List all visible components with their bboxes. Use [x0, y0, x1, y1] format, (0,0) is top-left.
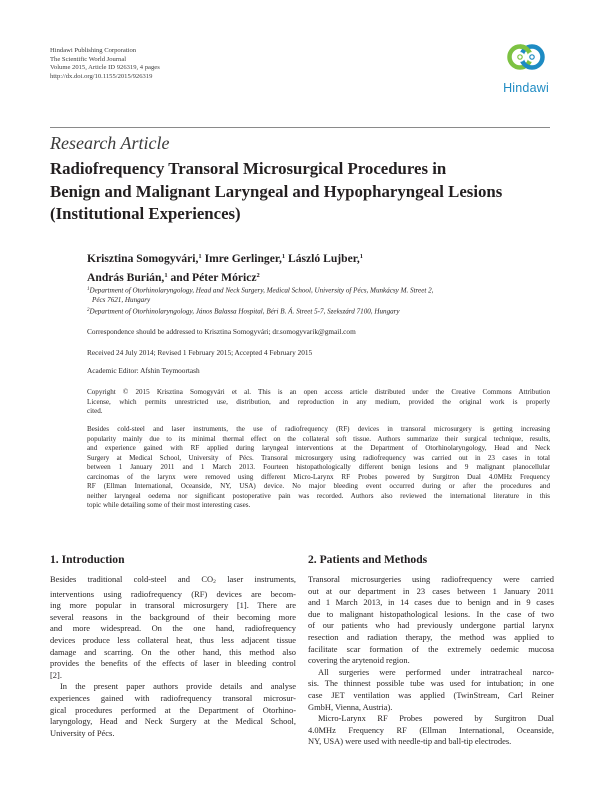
body-line: Micro-Larynx RF Probes powered by Surgitron Dual — [318, 713, 554, 724]
title-line: (Institutional Experiences) — [50, 204, 241, 223]
article-title — [50, 158, 520, 226]
affiliation-text: Pécs 7621, Hungary — [92, 296, 151, 305]
body-line: NY, USA) were used with needle-tip and ball-tip electrodes. — [308, 736, 512, 747]
body-line: sis. The thinnest possible tube was used for intubation; in one — [308, 678, 554, 689]
body-line: and 1 March 2013, in 14 cases due to benign and in 9 cases — [308, 597, 554, 608]
abstract — [87, 425, 550, 511]
body-line: damage and scarring. On the other hand, this method also — [50, 646, 296, 657]
body-line: 4.0MHz Frequency RF (Ellman International, Oceanside, — [308, 724, 554, 735]
abstract-line: Surgery at Medical School, University of Pécs. Transoral microsurgery using radiofrequency was carried out in 23 cases in total — [87, 453, 550, 462]
introduction-body — [50, 574, 296, 739]
correspondence: Correspondence should be addressed to Krisztina Somogyvári; dr.somogyvarik@gmail.com — [87, 327, 356, 336]
academic-editor: Academic Editor: Afshin Teymoortash — [87, 366, 200, 375]
body-line: several reasons in the background of their becoming more — [50, 611, 296, 622]
article-type: Research Article — [50, 133, 170, 153]
affil-mark: 1 — [87, 287, 90, 292]
title-line: Radiofrequency Transoral Microsurgical Procedures in — [50, 159, 447, 178]
author-affil-mark: 1 — [359, 253, 363, 260]
title-line: Benign and Malignant Laryngeal and Hypopharyngeal Lesions — [50, 181, 503, 201]
body-line: laryngology, Head and Neck Surgery at the Medical School, — [50, 716, 296, 727]
body-line: devices produce less collateral heat, thus less adjacent tissue — [50, 634, 296, 645]
body-line: interventions using radiofrequency (RF) devices are becom- — [50, 588, 296, 599]
affiliations — [87, 285, 557, 317]
author-affil-mark: 1 — [164, 272, 168, 279]
copyright-line: cited. — [87, 407, 103, 415]
copyright-line: License, which permits unrestricted use, distribution, and reproduction in any medium, provided the original work is properly — [87, 397, 550, 406]
hindawi-logo — [497, 42, 555, 104]
body-line: out at our department in 23 cases between 1 January 2011 — [308, 585, 554, 596]
body-line: Besides traditional cold-steel and $CO_2$ laser instruments, — [50, 574, 296, 585]
header-divider — [50, 127, 550, 128]
abstract-line: Besides cold-steel and laser instruments, the use of radiofrequency (RF) devices in transoral microsurgery is getting increasing — [87, 425, 550, 433]
publisher-name: Hindawi Publishing Corporation — [50, 47, 137, 54]
body-line: University of Pécs. — [50, 727, 115, 738]
copyright-notice — [87, 388, 550, 417]
body-line: ing more popular in transoral microsurgery [1]. There are — [50, 600, 296, 611]
affiliation-text: Department of Otorhinolaryngology, Head and Neck Surgery, Medical School, University of Pécs, Munkácsy M. Street 2, — [89, 286, 434, 295]
affiliation-text: Department of Otorhinolaryngology, János Balassa Hospital, Béri B. Á. Street 5-7, Szekszárd 7100, Hungary — [89, 307, 400, 316]
body-line: gical procedures performed at the Department of Otorhino- — [50, 704, 296, 715]
author-affil-mark: 1 — [281, 253, 286, 260]
author-name: László Lujber, — [285, 252, 360, 265]
body-line: resection and radiation therapy, the method was applied to — [308, 631, 554, 642]
journal-name: The Scientific World Journal — [50, 55, 127, 63]
author-affil-mark: 1 — [198, 253, 202, 260]
volume-info: Volume 2015, Article ID 926319, 4 pages — [50, 64, 160, 72]
abstract-line: between 1 January 2011 and 1 March 2013. Fourteen histopathologically different benign lesions and 9 malignant planocellular — [87, 463, 550, 472]
abstract-line: neither laryngeal oedema nor significant postoperative pain was recorded. Authors also reviewed the international literature in this — [87, 491, 550, 500]
body-line: In the present paper authors provide details and analyse — [60, 681, 296, 692]
article-dates: Received 24 July 2014; Revised 1 February 2015; Accepted 4 February 2015 — [87, 348, 313, 357]
doi-link[interactable]: http://dx.doi.org/10.1155/2015/926319 — [50, 73, 153, 81]
body-line: All surgeries were performed under intratracheal narco- — [318, 666, 554, 677]
author-list — [87, 248, 363, 286]
abstract-line: popularity mainly due to its minimal thermal effect on the collateral soft tissue. Authors summarize their surgical technique, results, — [87, 434, 550, 443]
author-name: and Péter Móricz — [167, 271, 257, 284]
body-line: facilitate scar formation of the extremely oedemic mucosa — [308, 643, 554, 654]
body-line: [2]. — [50, 669, 62, 680]
body-line: due to malignant histopathological lesions. In the case of two — [308, 608, 554, 619]
hindawi-logo-icon — [503, 42, 549, 80]
section-heading-patients-methods: 2. Patients and Methods — [308, 553, 428, 566]
body-line: provides the benefits of the effects of laser in bleeding control — [50, 658, 296, 669]
body-line: GmbH, Vienna, Austria). — [308, 701, 393, 712]
journal-header — [50, 47, 160, 82]
patients-methods-body — [308, 574, 554, 748]
abstract-line: RF (Ellman International, Oceanside, NY, USA) device. No major bleeding event occurred during or after the procedures and — [87, 482, 550, 491]
abstract-line: carcinomas of the larynx were removed using different Micro-Larynx RF Probes powered by Surgitron Dual 4.0MHz Frequency — [87, 472, 550, 481]
author-name: Krisztina Somogyvári, — [87, 252, 199, 265]
body-line: experiences gained with radiofrequency transoral microsur- — [50, 692, 296, 703]
hindawi-logo-text: Hindawi — [503, 81, 549, 95]
copyright-line: Copyright © 2015 Krisztina Somogyvári et al. This is an open access article distributed under the Creative Commons Attribution — [87, 388, 550, 396]
section-heading-introduction: 1. Introduction — [50, 553, 125, 566]
author-name: András Burián, — [87, 271, 165, 284]
author-affil-mark: 2 — [256, 272, 260, 279]
body-line: and more widespread. On the one hand, radiofrequency — [50, 623, 296, 634]
body-line: of our patients who had previously undergone partial larynx — [308, 620, 554, 631]
author-name: Imre Gerlinger, — [201, 252, 282, 265]
abstract-line: topic while detailing some of their most interesting cases. — [87, 501, 251, 510]
affil-mark: 2 — [87, 307, 90, 313]
abstract-line: and experience gained with RF applied during laryngeal interventions at the Department of Otorhinolaryngology, Head and Neck — [87, 444, 550, 453]
body-line: case JET ventilation was applied (TwinStream, Carl Reiner — [308, 689, 554, 700]
body-line: Transoral microsurgeries using radiofrequency were carried — [308, 574, 554, 584]
body-line: covering the arytenoid region. — [308, 655, 410, 666]
